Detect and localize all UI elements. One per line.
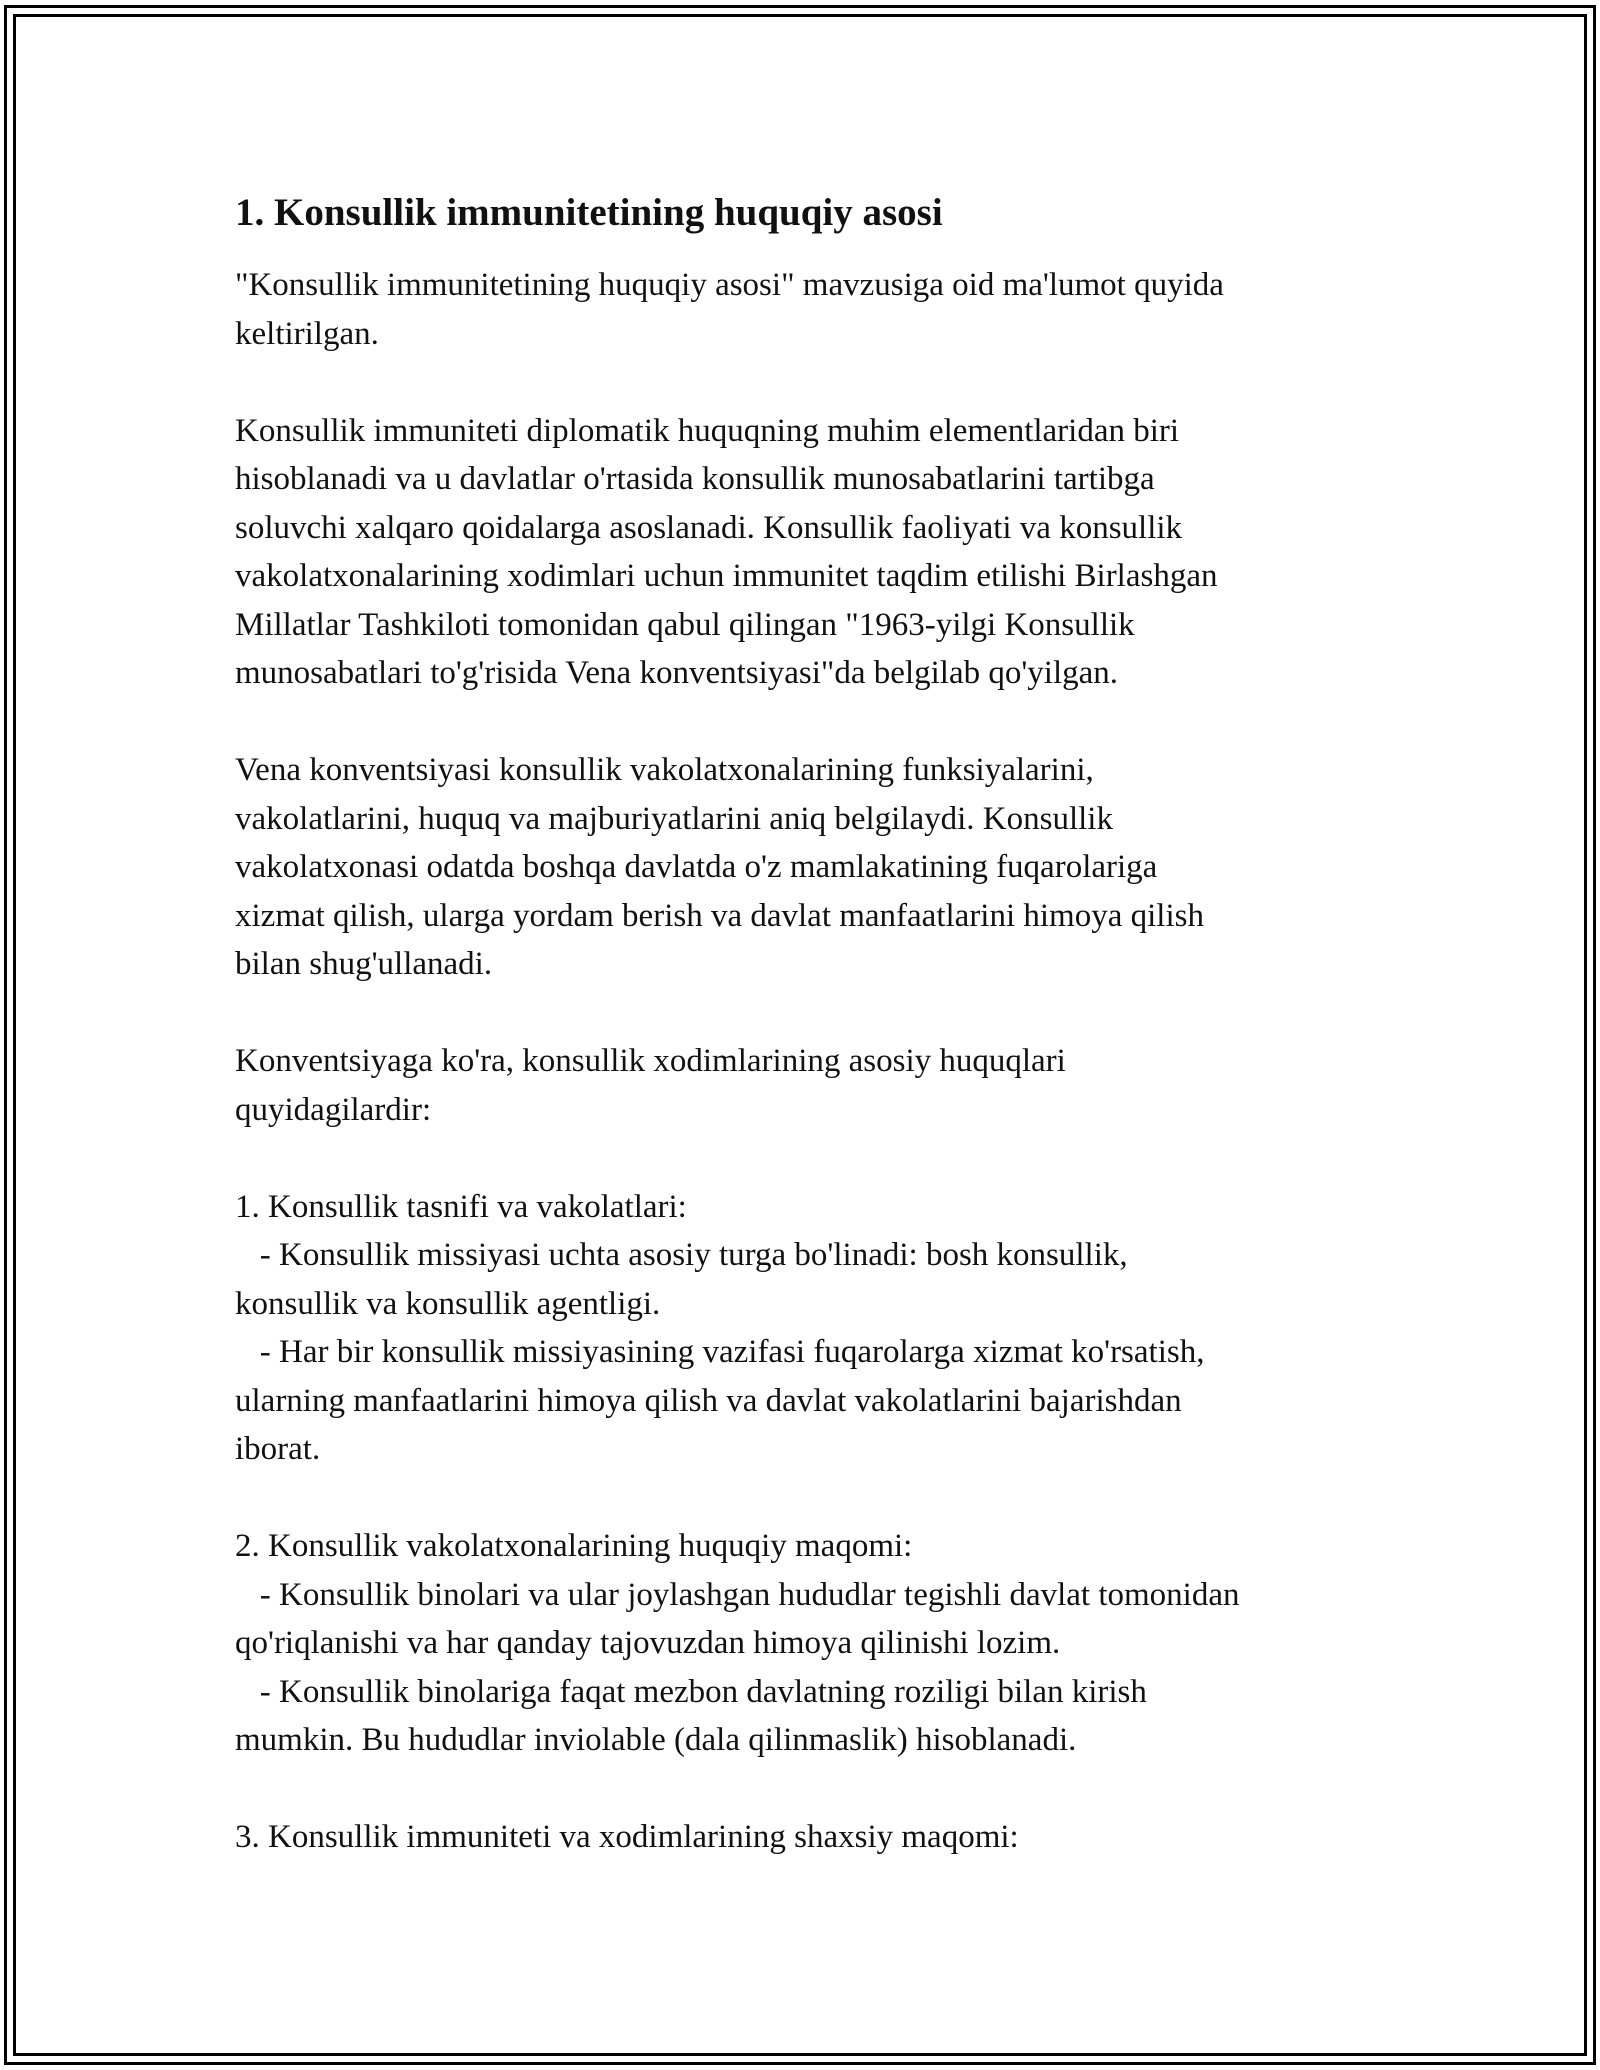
text-line: iborat. [235,1431,321,1467]
text-line: Konventsiyaga ko'ra, konsullik xodimlarining asosiy huquqlari [235,1043,1066,1079]
text-line: konsullik va konsullik agentligi. [235,1285,661,1322]
text-line: hisoblanadi va u davlatlar o'rtasida konsullik munosabatlarini tartibga [235,461,1155,497]
text-line: keltirilgan. [235,315,379,352]
text-line: 2. Konsullik vakolatxonalarining huquqiy maqomi: [235,1528,913,1564]
text-line: munosabatlari to'g'risida Vena konventsiyasi"da belgilab qo'yilgan. [235,655,1119,691]
text-line: Millatlar Tashkiloti tomonidan qabul qilingan "1963-yilgi Konsullik [235,606,1135,643]
document-title: 1. Konsullik immunitetining huquqiy asosi [235,191,943,234]
blank-line [235,989,1365,1038]
text-line: 1. Konsullik tasnifi va vakolatlari: [235,1188,687,1225]
document-content [235,185,1365,1862]
text-line: - Konsullik missiyasi uchta asosiy turga bo'linadi: bosh konsullik, [235,1237,1128,1273]
blank-line [235,358,1365,407]
text-line: ularning manfaatlarini himoya qilish va davlat vakolatlarini bajarishdan [235,1382,1182,1419]
text-line: quyidagilardir: [235,1091,432,1128]
text-line: bilan shug'ullanadi. [235,946,493,982]
text-line: vakolatxonasi odatda boshqa davlatda o'z mamlakatining fuqarolariga [235,849,1158,885]
text-line: - Konsullik binolariga faqat mezbon davlatning roziligi bilan kirish [235,1673,1147,1710]
text-line: Vena konventsiyasi konsullik vakolatxonalarining funksiyalarini, [235,752,1094,788]
document-body [235,261,1365,1862]
text-line: mumkin. Bu hududlar inviolable (dala qilinmaslik) hisoblanadi. [235,1722,1077,1758]
text-line: vakolatxonalarining xodimlari uchun immunitet taqdim etilishi Birlashgan [235,558,1218,594]
text-line: qo'riqlanishi va har qanday tajovuzdan himoya qilinishi lozim. [235,1625,1061,1661]
text-line: - Har bir konsullik missiyasining vazifasi fuqarolarga xizmat ko'rsatish, [235,1334,1205,1370]
text-line: Konsullik immuniteti diplomatik huquqning muhim elementlaridan biri [235,412,1180,449]
text-line: - Konsullik binolari va ular joylashgan hududlar tegishli davlat tomonidan [235,1576,1240,1613]
text-line: soluvchi xalqaro qoidalarga asoslanadi. Konsullik faoliyati va konsullik [235,509,1183,546]
text-line: xizmat qilish, ularga yordam berish va davlat manfaatlarini himoya qilish [235,897,1204,934]
text-line: 3. Konsullik immuniteti va xodimlarining shaxsiy maqomi: [235,1819,1019,1855]
text-line: vakolatlarini, huquq va majburiyatlarini aniq belgilaydi. Konsullik [235,800,1113,837]
blank-line [235,698,1365,747]
blank-line [235,1474,1365,1523]
blank-line [235,1765,1365,1814]
blank-line [235,1134,1365,1183]
text-line: "Konsullik immunitetining huquqiy asosi" mavzusiga oid ma'lumot quyida [235,267,1224,303]
